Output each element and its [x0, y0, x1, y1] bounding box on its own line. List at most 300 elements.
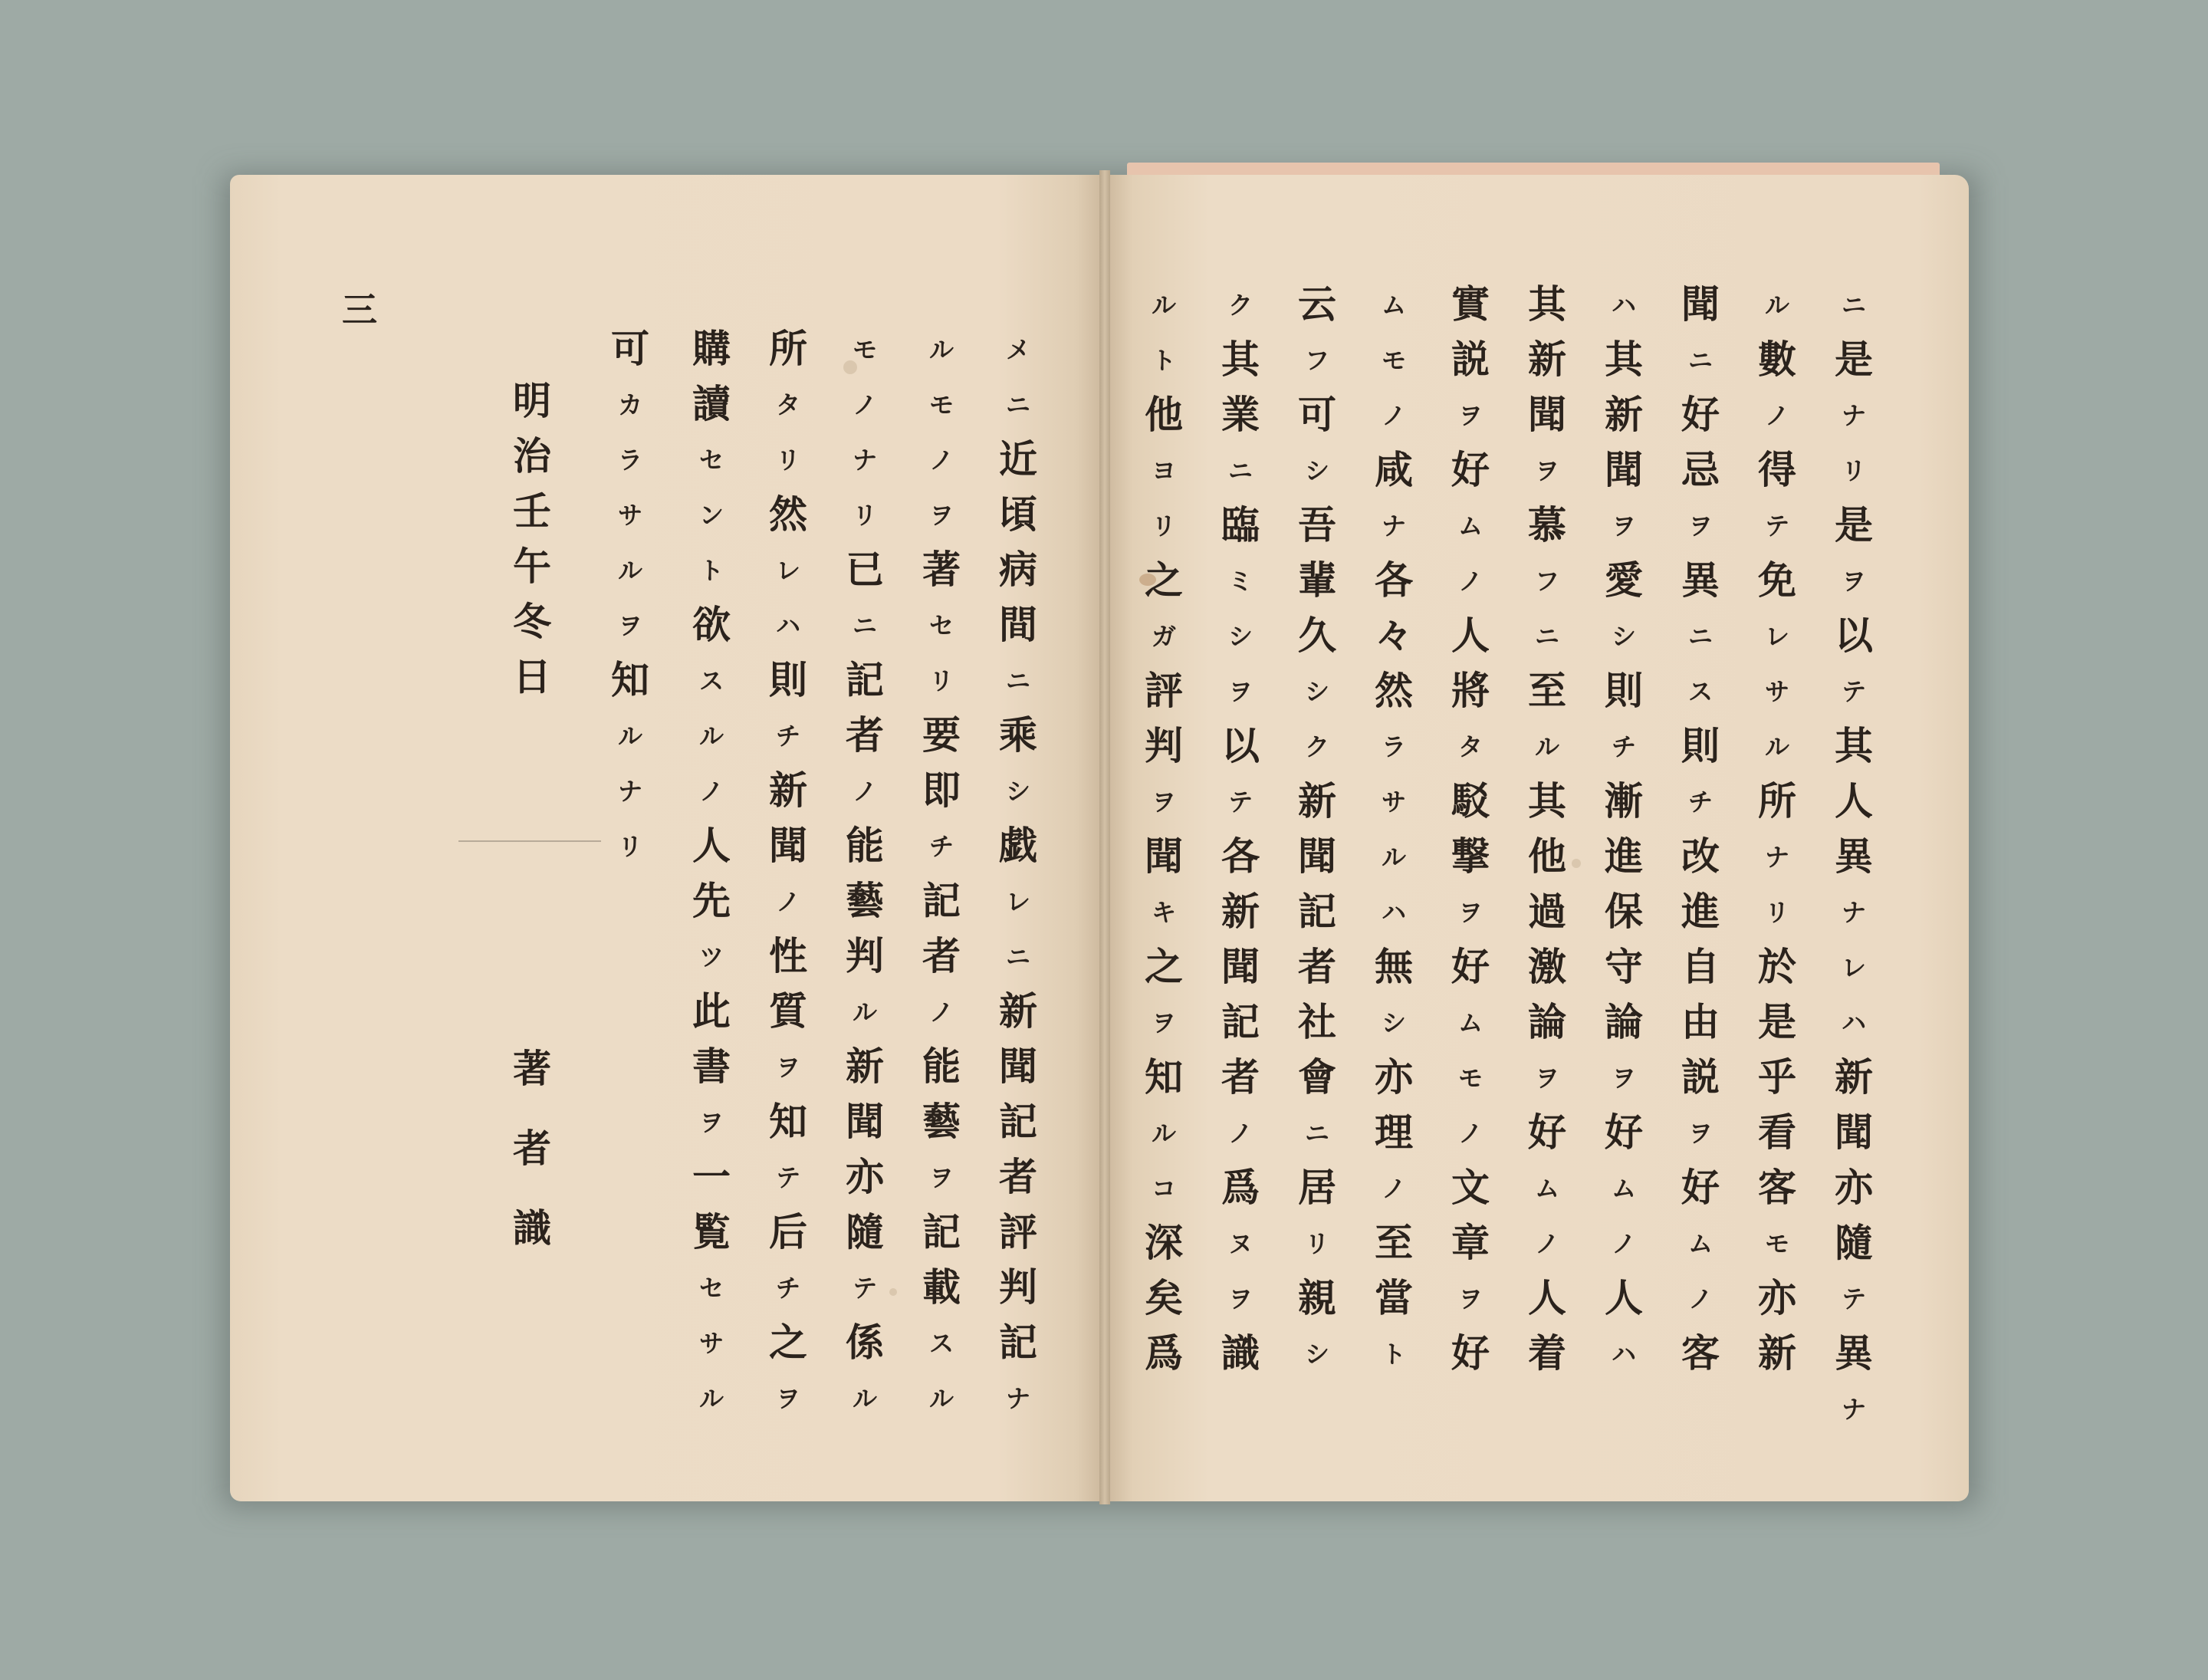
text-glyph: ス: [698, 666, 724, 695]
text-glyph: 異: [1681, 557, 1720, 603]
text-glyph: テ: [1841, 1284, 1866, 1313]
text-glyph: 著: [922, 547, 961, 592]
text-glyph: ノ: [1611, 1229, 1636, 1258]
text-glyph: 即: [922, 768, 961, 813]
text-glyph: ト: [1381, 1340, 1406, 1369]
text-glyph: ヲ: [1687, 1119, 1713, 1148]
text-glyph: 好: [1681, 392, 1720, 437]
text-glyph: 知: [611, 657, 649, 702]
text-glyph: ク: [1227, 291, 1253, 320]
text-glyph: ニ: [1005, 390, 1030, 419]
text-glyph: 新: [1605, 392, 1643, 437]
text-glyph: 覧: [692, 1209, 731, 1254]
text-glyph: チ: [928, 832, 954, 861]
text-glyph: 者: [1298, 944, 1336, 989]
text-glyph: 隨: [846, 1209, 884, 1254]
text-glyph: ム: [1381, 291, 1406, 320]
text-glyph: 免: [1758, 557, 1796, 603]
text-glyph: 輩: [1298, 557, 1336, 603]
text-glyph: 々: [1375, 613, 1413, 658]
text-column: [756, 326, 820, 1434]
text-glyph: 説: [1451, 337, 1490, 382]
text-glyph: ヲ: [775, 1384, 800, 1413]
text-column: [1132, 285, 1196, 1389]
text-glyph: フ: [1534, 567, 1559, 596]
text-glyph: 得: [1758, 447, 1796, 492]
text-glyph: 會: [1298, 1054, 1336, 1100]
text-glyph: モ: [852, 335, 877, 364]
text-glyph: 理: [1375, 1110, 1413, 1155]
text-glyph: 其: [1221, 337, 1260, 382]
text-glyph: 係: [846, 1320, 884, 1365]
text-glyph: 看: [1758, 1110, 1796, 1155]
text-glyph: 聞: [999, 1044, 1037, 1089]
text-column: [1592, 285, 1656, 1389]
text-glyph: 各: [1221, 833, 1260, 879]
text-glyph: ヲ: [1841, 567, 1866, 596]
text-glyph: ノ: [1381, 1174, 1406, 1203]
text-glyph: 數: [1758, 337, 1796, 382]
text-glyph: フ: [1304, 346, 1329, 375]
text-glyph: ラ: [1381, 732, 1406, 761]
text-glyph: ル: [1764, 291, 1789, 320]
text-glyph: ナ: [1841, 401, 1866, 430]
text-glyph: リ: [1151, 511, 1176, 541]
text-glyph: ム: [1687, 1229, 1713, 1258]
text-glyph: 進: [1681, 889, 1720, 934]
text-glyph: ク: [1304, 732, 1329, 761]
text-glyph: チ: [1687, 787, 1713, 817]
text-glyph: 日: [513, 654, 551, 699]
text-glyph: 無: [1375, 944, 1413, 989]
text-glyph: ム: [1611, 1174, 1636, 1203]
text-glyph: 之: [769, 1320, 807, 1365]
text-glyph: ヲ: [1534, 1064, 1559, 1093]
text-glyph: ナ: [1005, 1384, 1030, 1413]
text-glyph: タ: [775, 390, 800, 419]
text-glyph: リ: [1304, 1229, 1329, 1258]
text-glyph: リ: [775, 445, 800, 475]
text-glyph: 聞: [1528, 392, 1566, 437]
text-glyph: 已: [846, 547, 884, 592]
text-glyph: 其: [1835, 723, 1873, 768]
text-glyph: サ: [1764, 677, 1789, 706]
text-glyph: 爲: [1145, 1330, 1183, 1376]
text-glyph: ヲ: [1611, 1064, 1636, 1093]
text-glyph: ヲ: [1457, 1284, 1483, 1313]
text-glyph: ニ: [1005, 666, 1030, 695]
text-glyph: ノ: [1381, 401, 1406, 430]
text-glyph: ハ: [1611, 291, 1636, 320]
text-glyph: 可: [1298, 392, 1336, 437]
text-glyph: ニ: [1841, 291, 1866, 320]
text-glyph: 深: [1145, 1220, 1183, 1265]
text-glyph: シ: [1304, 456, 1329, 485]
text-glyph: 記: [846, 657, 884, 702]
text-glyph: 聞: [1835, 1110, 1873, 1155]
text-glyph: 於: [1758, 944, 1796, 989]
text-glyph: 異: [1835, 1330, 1873, 1376]
text-glyph: 愛: [1605, 557, 1643, 603]
text-glyph: ノ: [698, 777, 724, 806]
text-glyph: テ: [1841, 677, 1866, 706]
text-glyph: ノ: [1534, 1229, 1559, 1258]
text-column: [1822, 285, 1886, 1445]
text-glyph: ヲ: [1151, 1008, 1176, 1037]
text-glyph: 然: [769, 492, 807, 537]
text-glyph: 判: [999, 1264, 1037, 1310]
text-column: [1438, 281, 1503, 1389]
text-glyph: 業: [1221, 392, 1260, 437]
text-glyph: 則: [769, 657, 807, 702]
text-glyph: 以: [1835, 613, 1873, 658]
text-glyph: ヲ: [617, 611, 642, 640]
text-glyph: ノ: [852, 390, 877, 419]
text-glyph: ス: [1687, 677, 1713, 706]
text-glyph: シ: [1304, 677, 1329, 706]
text-column: [1362, 285, 1426, 1389]
text-glyph: テ: [852, 1274, 877, 1303]
text-glyph: ヲ: [1687, 511, 1713, 541]
text-glyph: 新: [1221, 889, 1260, 934]
text-glyph: ヲ: [1534, 456, 1559, 485]
text-glyph: 駁: [1451, 778, 1490, 824]
text-glyph: 則: [1681, 723, 1720, 768]
text-glyph: 各: [1375, 557, 1413, 603]
text-glyph: セ: [698, 445, 724, 475]
text-glyph: 記: [999, 1099, 1037, 1144]
text-glyph: ニ: [1534, 622, 1559, 651]
text-glyph: 社: [1298, 999, 1336, 1044]
text-glyph: ヲ: [1457, 898, 1483, 927]
text-glyph: 居: [1298, 1165, 1336, 1210]
text-glyph: ル: [617, 556, 642, 585]
text-glyph: 則: [1605, 668, 1643, 713]
text-glyph: ム: [1457, 1008, 1483, 1037]
text-glyph: 慕: [1528, 502, 1566, 547]
text-glyph: 者: [513, 1126, 551, 1171]
text-glyph: 記: [1221, 999, 1260, 1044]
text-glyph: 隨: [1835, 1220, 1873, 1265]
text-glyph: ノ: [928, 998, 954, 1027]
text-glyph: 判: [1145, 723, 1183, 768]
text-glyph: セ: [928, 611, 954, 640]
text-glyph: 文: [1451, 1165, 1490, 1210]
text-column: [986, 330, 1050, 1434]
text-glyph: ヲ: [775, 1053, 800, 1082]
text-glyph: 臨: [1221, 502, 1260, 547]
text-glyph: 人: [1835, 778, 1873, 824]
text-glyph: 好: [1451, 944, 1490, 989]
text-glyph: ル: [1381, 843, 1406, 872]
text-glyph: ル: [852, 998, 877, 1027]
text-glyph: 此: [692, 988, 731, 1034]
text-glyph: 聞: [769, 823, 807, 868]
text-glyph: シ: [1227, 622, 1253, 651]
text-glyph: 一: [692, 1154, 731, 1199]
text-glyph: 新: [999, 988, 1037, 1034]
text-glyph: 新: [769, 768, 807, 813]
text-glyph: ル: [928, 335, 954, 364]
text-glyph: ト: [1151, 346, 1176, 375]
text-glyph: 間: [999, 602, 1037, 647]
text-glyph: 其: [1528, 778, 1566, 824]
text-glyph: 著: [513, 1046, 551, 1091]
text-glyph: 所: [769, 326, 807, 371]
text-glyph: 亦: [1835, 1165, 1873, 1210]
text-glyph: 當: [1375, 1275, 1413, 1320]
date-line: [500, 378, 564, 713]
text-glyph: リ: [1841, 456, 1866, 485]
text-glyph: ニ: [1687, 622, 1713, 651]
text-glyph: 進: [1605, 833, 1643, 879]
text-glyph: ノ: [852, 777, 877, 806]
text-glyph: ル: [928, 1384, 954, 1413]
text-glyph: 其: [1605, 337, 1643, 382]
text-glyph: ノ: [1687, 1284, 1713, 1313]
text-glyph: 客: [1758, 1165, 1796, 1210]
text-glyph: 記: [922, 1209, 961, 1254]
text-glyph: ミ: [1227, 567, 1253, 596]
text-glyph: 新: [846, 1044, 884, 1089]
text-glyph: ヲ: [1151, 787, 1176, 817]
text-glyph: シ: [1611, 622, 1636, 651]
text-glyph: 之: [1145, 944, 1183, 989]
text-glyph: 能: [846, 823, 884, 868]
text-glyph: 者: [999, 1154, 1037, 1199]
text-glyph: ノ: [775, 887, 800, 916]
text-glyph: 好: [1605, 1110, 1643, 1155]
text-glyph: モ: [1381, 346, 1406, 375]
text-glyph: 壬: [513, 488, 551, 534]
text-column: [1668, 281, 1733, 1389]
text-glyph: ン: [698, 501, 724, 530]
text-glyph: 治: [513, 433, 551, 478]
text-glyph: 亦: [846, 1154, 884, 1199]
text-glyph: 他: [1528, 833, 1566, 879]
text-glyph: 近: [999, 436, 1037, 482]
text-glyph: 書: [692, 1044, 731, 1089]
text-glyph: ル: [698, 1384, 724, 1413]
text-glyph: 判: [846, 933, 884, 978]
text-glyph: 之: [1145, 557, 1183, 603]
text-glyph: 漸: [1605, 778, 1643, 824]
text-glyph: リ: [617, 832, 642, 861]
text-glyph: セ: [698, 1274, 724, 1303]
text-glyph: ム: [1534, 1174, 1559, 1203]
text-glyph: チ: [775, 722, 800, 751]
text-glyph: 聞: [1221, 944, 1260, 989]
text-glyph: ル: [852, 1384, 877, 1413]
text-glyph: ニ: [852, 611, 877, 640]
text-glyph: 新: [1528, 337, 1566, 382]
text-glyph: レ: [1764, 622, 1789, 651]
text-glyph: 藝: [922, 1099, 961, 1144]
text-glyph: 知: [769, 1099, 807, 1144]
text-glyph: カ: [617, 390, 642, 419]
text-glyph: シ: [1005, 777, 1030, 806]
text-glyph: 守: [1605, 944, 1643, 989]
text-glyph: 新: [1758, 1330, 1796, 1376]
book-gutter: [1099, 170, 1110, 1504]
text-column: [1285, 281, 1349, 1389]
text-glyph: ス: [928, 1329, 954, 1358]
text-glyph: ハ: [1611, 1340, 1636, 1369]
text-column: [598, 326, 662, 882]
text-glyph: ナ: [852, 445, 877, 475]
text-glyph: ナ: [1841, 1395, 1866, 1424]
text-glyph: 后: [769, 1209, 807, 1254]
text-glyph: 保: [1605, 889, 1643, 934]
text-glyph: 購: [692, 326, 731, 371]
text-glyph: 冬: [513, 599, 551, 644]
text-glyph: 撃: [1451, 833, 1490, 879]
text-glyph: 者: [1221, 1054, 1260, 1100]
text-glyph: 亦: [1375, 1054, 1413, 1100]
text-glyph: 着: [1528, 1330, 1566, 1376]
text-glyph: 評: [1145, 668, 1183, 713]
text-glyph: ナ: [1764, 843, 1789, 872]
text-glyph: 是: [1835, 502, 1873, 547]
text-glyph: 好: [1451, 1330, 1490, 1376]
text-glyph: ハ: [1841, 1008, 1866, 1037]
text-glyph: 知: [1145, 1054, 1183, 1100]
text-column: [1208, 285, 1273, 1389]
text-glyph: ハ: [1381, 898, 1406, 927]
text-glyph: ヌ: [1227, 1229, 1253, 1258]
text-glyph: ノ: [1457, 1119, 1483, 1148]
text-glyph: 識: [513, 1205, 551, 1251]
text-glyph: チ: [775, 1274, 800, 1303]
text-glyph: コ: [1151, 1174, 1176, 1203]
text-glyph: リ: [852, 501, 877, 530]
text-glyph: ナ: [617, 777, 642, 806]
text-glyph: 欲: [692, 602, 731, 647]
text-glyph: 咸: [1375, 447, 1413, 492]
text-glyph: 激: [1528, 944, 1566, 989]
text-glyph: ル: [698, 722, 724, 751]
text-glyph: 人: [1451, 613, 1490, 658]
text-glyph: 藝: [846, 878, 884, 923]
text-glyph: 記: [922, 878, 961, 923]
text-glyph: 云: [1298, 281, 1336, 327]
text-glyph: リ: [928, 666, 954, 695]
text-glyph: テ: [775, 1163, 800, 1192]
text-glyph: 改: [1681, 833, 1720, 879]
text-glyph: ツ: [698, 942, 724, 972]
text-glyph: キ: [1151, 898, 1176, 927]
text-glyph: 爲: [1221, 1165, 1260, 1210]
text-glyph: 章: [1451, 1220, 1490, 1265]
text-glyph: レ: [775, 556, 800, 585]
text-glyph: 所: [1758, 778, 1796, 824]
text-glyph: ガ: [1151, 622, 1176, 651]
text-glyph: 由: [1681, 999, 1720, 1044]
divider-line: [458, 840, 601, 842]
text-glyph: テ: [1764, 511, 1789, 541]
text-glyph: 他: [1145, 392, 1183, 437]
text-glyph: 矣: [1145, 1275, 1183, 1320]
text-glyph: ヨ: [1151, 456, 1176, 485]
text-glyph: 聞: [1605, 447, 1643, 492]
text-column: [679, 326, 744, 1434]
text-glyph: ニ: [1005, 942, 1030, 972]
page-number: 三: [342, 289, 377, 330]
text-glyph: 自: [1681, 944, 1720, 989]
text-glyph: サ: [617, 501, 642, 530]
text-glyph: 實: [1451, 281, 1490, 327]
text-glyph: 忌: [1681, 447, 1720, 492]
text-glyph: 人: [692, 823, 731, 868]
text-glyph: シ: [1304, 1340, 1329, 1369]
text-glyph: ヲ: [928, 501, 954, 530]
text-glyph: 能: [922, 1044, 961, 1089]
text-glyph: 是: [1835, 337, 1873, 382]
text-glyph: ニ: [1687, 346, 1713, 375]
text-glyph: 新: [1298, 778, 1336, 824]
text-glyph: ノ: [1764, 401, 1789, 430]
text-glyph: 新: [1835, 1054, 1873, 1100]
text-glyph: 明: [513, 378, 551, 423]
text-column: [1745, 285, 1809, 1389]
text-glyph: ノ: [1457, 567, 1483, 596]
text-column: [1515, 281, 1579, 1389]
text-glyph: 説: [1681, 1054, 1720, 1100]
text-glyph: ル: [617, 722, 642, 751]
text-glyph: 客: [1681, 1330, 1720, 1376]
text-column: [909, 330, 974, 1434]
text-glyph: 親: [1298, 1275, 1336, 1320]
text-glyph: 論: [1605, 999, 1643, 1044]
text-glyph: ル: [1151, 291, 1176, 320]
text-glyph: 異: [1835, 833, 1873, 879]
text-glyph: 好: [1451, 447, 1490, 492]
text-glyph: 讀: [692, 381, 731, 426]
text-glyph: 識: [1221, 1330, 1260, 1376]
text-glyph: モ: [1457, 1064, 1483, 1093]
signature-line: [500, 1038, 564, 1277]
text-glyph: 可: [611, 326, 649, 371]
text-glyph: 乘: [999, 712, 1037, 758]
text-glyph: ル: [1534, 732, 1559, 761]
text-glyph: 然: [1375, 668, 1413, 713]
text-glyph: 人: [1528, 1275, 1566, 1320]
text-glyph: テ: [1227, 787, 1253, 817]
text-glyph: 至: [1528, 668, 1566, 713]
text-glyph: 頃: [999, 492, 1037, 537]
text-glyph: ヲ: [1457, 401, 1483, 430]
text-glyph: 要: [922, 712, 961, 758]
text-glyph: 記: [1298, 889, 1336, 934]
text-glyph: 論: [1528, 999, 1566, 1044]
text-glyph: リ: [1764, 898, 1789, 927]
text-glyph: 聞: [1681, 281, 1720, 327]
text-glyph: 其: [1528, 281, 1566, 327]
text-glyph: ヲ: [1227, 677, 1253, 706]
text-glyph: ム: [1457, 511, 1483, 541]
text-glyph: 者: [922, 933, 961, 978]
text-glyph: 記: [999, 1320, 1037, 1365]
text-glyph: 者: [846, 712, 884, 758]
text-glyph: ハ: [775, 611, 800, 640]
text-glyph: ヲ: [1611, 511, 1636, 541]
text-glyph: 好: [1681, 1165, 1720, 1210]
text-glyph: ラ: [617, 445, 642, 475]
text-glyph: 病: [999, 547, 1037, 592]
text-glyph: 亦: [1758, 1275, 1796, 1320]
text-glyph: サ: [698, 1329, 724, 1358]
text-glyph: ノ: [928, 445, 954, 475]
